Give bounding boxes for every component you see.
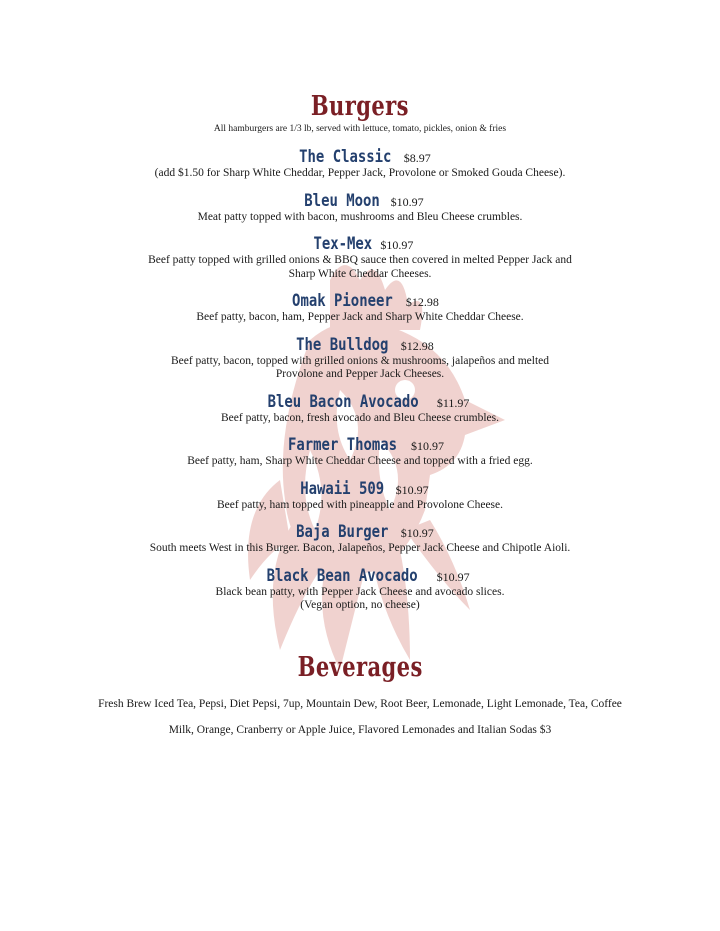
menu-item xyxy=(0,479,720,513)
menu-item-header xyxy=(0,234,720,254)
menu-item-price: $10.97 xyxy=(395,482,429,497)
menu-item-description: (Vegan option, no cheese) xyxy=(300,599,420,611)
menu-item-name: Tex-Mex xyxy=(313,234,372,254)
beverages-title: Beverages xyxy=(297,651,423,683)
burgers-subtitle: All hamburgers are 1/3 lb, served with lettuce, tomato, pickles, onion & fries xyxy=(213,124,507,134)
beverage-line: Milk, Orange, Cranberry or Apple Juice, Flavored Lemonades and Italian Sodas $3 xyxy=(168,723,552,736)
menu-item-price: $12.98 xyxy=(400,338,434,353)
menu-item-header xyxy=(0,191,720,211)
menu-item xyxy=(0,392,720,426)
menu-item-description: (add $1.50 for Sharp White Cheddar, Pepper Jack, Provolone or Smoked Gouda Cheese). xyxy=(154,167,566,179)
menu-item-header xyxy=(0,392,720,412)
menu-item xyxy=(0,234,720,281)
burgers-title: Burgers xyxy=(310,91,410,122)
beverages-section xyxy=(0,613,720,737)
menu-item xyxy=(0,147,720,181)
menu-item-price: $10.97 xyxy=(400,526,434,540)
menu-item xyxy=(0,335,720,382)
menu-item-name: Bleu Moon xyxy=(304,190,381,211)
menu-item-description: Beef patty, bacon, ham, Pepper Jack and Sharp White Cheddar Cheese. xyxy=(196,311,524,323)
menu-item xyxy=(0,435,720,469)
menu-item-price: $11.97 xyxy=(436,395,470,410)
menu-item-description: Black bean patty, with Pepper Jack Cheese and avocado slices. xyxy=(215,585,505,598)
menu-item xyxy=(0,191,720,225)
menu-item-name: The Classic xyxy=(299,147,392,167)
menu-item-name: Bleu Bacon Avocado xyxy=(267,391,419,412)
menu-item-header xyxy=(0,291,720,311)
menu-item-price: $10.97 xyxy=(436,569,470,584)
menu-item-name: Hawaii 509 xyxy=(300,478,385,499)
menu-item-description: Beef patty, bacon, fresh avocado and Bleu Cheese crumbles. xyxy=(220,411,500,424)
menu-item-name: Black Bean Avocado xyxy=(266,565,419,586)
burger-list xyxy=(0,147,720,613)
menu-item xyxy=(0,566,720,613)
menu-item-description: South meets West in this Burger. Bacon, Jalapeños, Pepper Jack Cheese and Chipotle Aioli. xyxy=(149,542,571,554)
menu-item-header xyxy=(0,335,720,355)
menu-item-price: $10.97 xyxy=(390,194,424,209)
menu-item-description: Beef patty, ham, Sharp White Cheddar Cheese and topped with a fried egg. xyxy=(187,455,533,467)
menu-item-price: $8.97 xyxy=(403,151,431,165)
menu-item-description: Sharp White Cheddar Cheeses. xyxy=(288,267,432,280)
menu-item-description: Provolone and Pepper Jack Cheeses. xyxy=(275,368,445,380)
beverage-line: Fresh Brew Iced Tea, Pepsi, Diet Pepsi, 7up, Mountain Dew, Root Beer, Lemonade, Light Lemonade, Tea, Coffee xyxy=(98,697,622,710)
menu-item-price: $10.97 xyxy=(411,439,445,453)
menu-item-description: Meat patty topped with bacon, mushrooms and Bleu Cheese crumbles. xyxy=(197,210,523,223)
menu-item-price: $10.97 xyxy=(380,238,414,252)
menu-item-header xyxy=(0,566,720,586)
menu-item-description: Beef patty, bacon, topped with grilled onions & mushrooms, jalapeños and melted xyxy=(170,354,550,367)
menu-item-header xyxy=(0,479,720,499)
menu-item-price: $12.98 xyxy=(405,295,439,309)
menu-item-name: Farmer Thomas xyxy=(287,435,398,455)
menu-item-description: Beef patty topped with grilled onions & BBQ sauce then covered in melted Pepper Jack and xyxy=(148,254,572,266)
menu-item xyxy=(0,522,720,556)
menu-item xyxy=(0,291,720,325)
menu-item-description: Beef patty, ham topped with pineapple and Provolone Cheese. xyxy=(216,498,504,511)
menu-item-header xyxy=(0,147,720,167)
menu-item-name: Baja Burger xyxy=(296,522,389,542)
menu-item-name: The Bulldog xyxy=(296,334,389,355)
menu-item-header xyxy=(0,522,720,542)
menu-item-header xyxy=(0,435,720,455)
menu-item-name: Omak Pioneer xyxy=(292,291,393,311)
